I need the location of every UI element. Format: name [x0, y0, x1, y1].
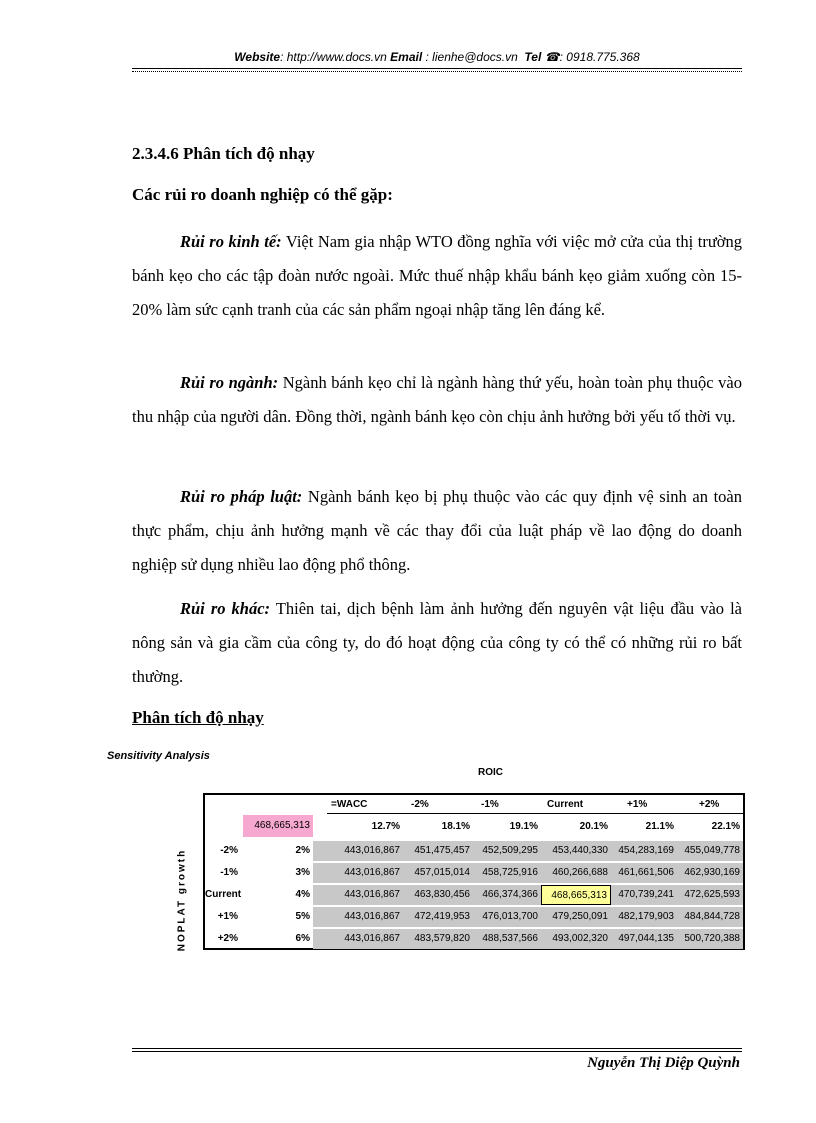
value-cell: 443,016,867: [313, 929, 403, 949]
paragraph-label: Rủi ro ngành:: [180, 373, 279, 392]
value-cell: 463,830,456: [403, 885, 473, 905]
email-label: Email: [390, 50, 423, 64]
table-header-row: [205, 795, 743, 815]
footer-author: Nguyễn Thị Diệp Quỳnh: [587, 1055, 740, 1071]
growth-value: 2%: [295, 845, 310, 856]
paragraph-label: Rủi ro pháp luật:: [180, 487, 303, 506]
value-cell: 454,283,169: [611, 841, 677, 861]
value-cell: 472,625,593: [677, 885, 743, 905]
paragraph-industry-risk: [132, 366, 742, 434]
roic-value: 19.1%: [509, 821, 538, 832]
current-value-cell: 468,665,313: [541, 885, 611, 905]
value-cell: 451,475,457: [403, 841, 473, 861]
value-cell: 472,419,953: [403, 907, 473, 927]
website-value: : http://www.docs.vn: [280, 50, 387, 64]
phone-icon: ☎: [544, 50, 560, 64]
col-header: +1%: [627, 799, 648, 810]
value-cell: 443,016,867: [313, 863, 403, 883]
value-cell: 483,579,820: [403, 929, 473, 949]
noplat-label: NOPLAT growth: [176, 848, 188, 952]
row-label: +1%: [217, 911, 238, 922]
sub-title: Các rủi ro doanh nghiệp có thể gặp:: [132, 185, 393, 204]
col-header: =WACC: [331, 799, 368, 810]
row-label: -1%: [220, 867, 238, 878]
roic-value: 18.1%: [441, 821, 470, 832]
roic-value: 22.1%: [711, 821, 740, 832]
value-cell: 460,266,688: [541, 863, 611, 883]
growth-value: 3%: [295, 867, 310, 878]
growth-value: 6%: [295, 933, 310, 944]
value-cell: 455,049,778: [677, 841, 743, 861]
tel-value: : 0918.775.368: [559, 50, 640, 64]
value-cell: 488,537,566: [473, 929, 541, 949]
value-cell: 461,661,506: [611, 863, 677, 883]
col-header: -1%: [481, 799, 499, 810]
paragraph-text: Ngành bánh kẹo chỉ là ngành hàng thứ yếu, hoàn toàn phụ thuộc vào thu nhập của người dân. Đồng thời, ngành bánh kẹo còn chịu ảnh hưởng bởi yếu tố thời vụ.: [132, 373, 742, 426]
table-row: [205, 841, 743, 861]
row-label: +2%: [217, 933, 238, 944]
roic-value: 21.1%: [645, 821, 674, 832]
sensitivity-title: Sensitivity Analysis: [107, 750, 210, 762]
growth-value: 4%: [295, 889, 310, 900]
paragraph-label: Rủi ro kinh tế:: [180, 232, 282, 251]
value-cell: 466,374,366: [473, 885, 541, 905]
paragraph-legal-risk: [132, 480, 742, 582]
footer-rule: [132, 1048, 742, 1049]
roic-value: 12.7%: [371, 821, 400, 832]
table-row: [205, 929, 743, 949]
email-value: : lienhe@docs.vn: [425, 50, 518, 64]
table-row: [205, 885, 743, 905]
roic-label: ROIC: [478, 767, 503, 778]
roic-value: 20.1%: [579, 821, 608, 832]
row-label: Current: [205, 889, 242, 900]
table-row: [205, 907, 743, 927]
value-cell: 443,016,867: [313, 885, 403, 905]
analysis-title: Phân tích độ nhạy: [132, 708, 264, 727]
value-cell: 497,044,135: [611, 929, 677, 949]
col-header: -2%: [411, 799, 429, 810]
value-cell: 484,844,728: [677, 907, 743, 927]
growth-value: 5%: [295, 911, 310, 922]
value-cell: 479,250,091: [541, 907, 611, 927]
page-header: [132, 50, 742, 64]
value-cell: 457,015,014: [403, 863, 473, 883]
value-cell: 443,016,867: [313, 907, 403, 927]
tel-label: Tel: [524, 50, 542, 64]
value-cell: 453,440,330: [541, 841, 611, 861]
header-rule-dotted: [132, 71, 742, 72]
header-rule: [132, 68, 742, 69]
paragraph-other-risk: [132, 592, 742, 694]
value-cell: 452,509,295: [473, 841, 541, 861]
roic-row: [205, 815, 743, 837]
paragraph-text: Việt Nam gia nhập WTO đồng nghĩa với việc mở cửa của thị trường bánh kẹo cho các tập đoàn nước ngoài. Mức thuế nhập khẩu bánh kẹo giảm xuống còn 15- 20% làm sức cạnh tranh của các sản phẩm ngoại nhập tăng lên đáng kể.: [132, 232, 743, 319]
paragraph-label: Rủi ro khác:: [180, 599, 271, 618]
sensitivity-table: [203, 793, 745, 950]
value-cell: 443,016,867: [313, 841, 403, 861]
paragraph-economic-risk: [132, 225, 742, 327]
value-cell: 462,930,169: [677, 863, 743, 883]
footer-rule-double: [132, 1051, 742, 1052]
base-value-cell: 468,665,313: [243, 815, 313, 837]
row-label: -2%: [220, 845, 238, 856]
value-cell: 470,739,241: [611, 885, 677, 905]
col-header: Current: [547, 799, 584, 810]
value-cell: 500,720,388: [677, 929, 743, 949]
header-divider: [327, 813, 743, 814]
paragraph-text: Ngành bánh kẹo bị phụ thuộc vào các quy định vệ sinh an toàn thực phẩm, chịu ảnh hưởng mạnh về các thay đổi của luật pháp về lao động do doanh nghiệp sử dụng nhiều lao động phổ thông.: [132, 487, 742, 574]
value-cell: 482,179,903: [611, 907, 677, 927]
section-title: 2.3.4.6 Phân tích độ nhạy: [132, 144, 315, 163]
value-cell: 476,013,700: [473, 907, 541, 927]
col-header: +2%: [699, 799, 720, 810]
value-cell: 458,725,916: [473, 863, 541, 883]
table-row: [205, 863, 743, 883]
paragraph-text: Thiên tai, dịch bệnh làm ảnh hưởng đến nguyên vật liệu đầu vào là nông sản và gia cầm của công ty, do đó hoạt động của công ty có thể có những rủi ro bất thường.: [132, 599, 743, 686]
value-cell: 493,002,320: [541, 929, 611, 949]
website-label: Website: [234, 50, 281, 64]
